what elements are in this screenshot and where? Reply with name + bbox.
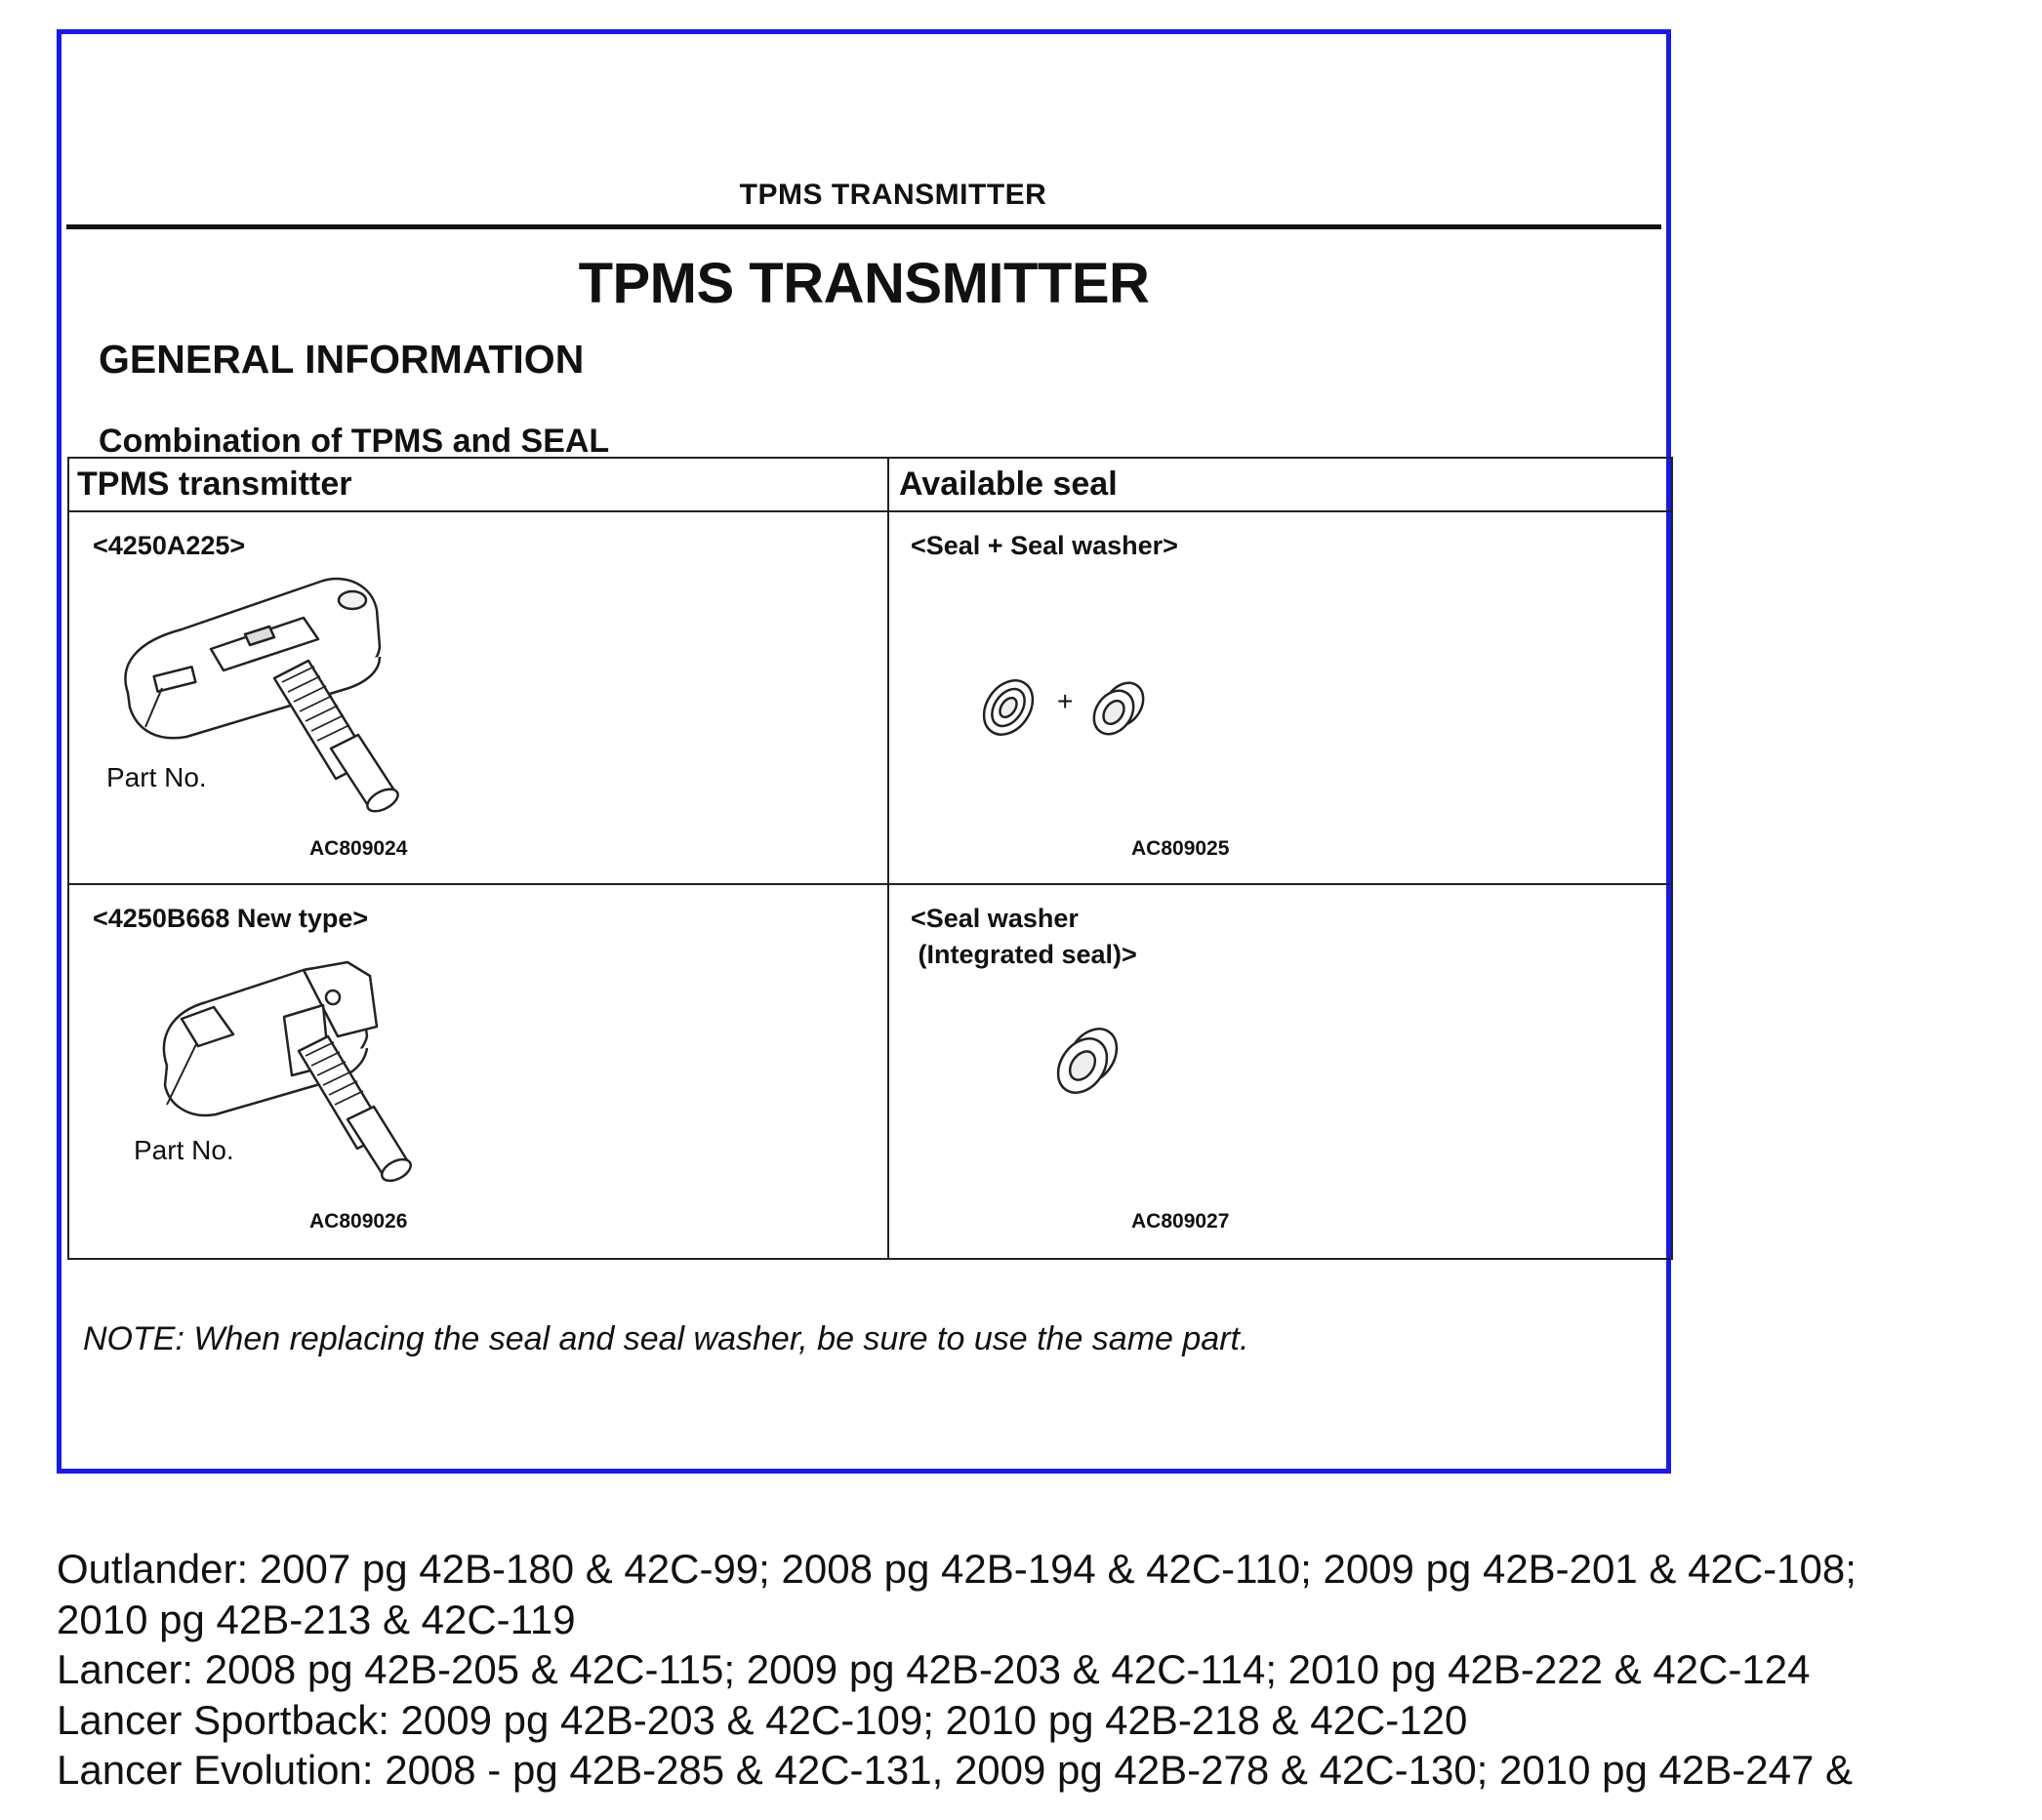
header-available-seal: Available seal: [899, 465, 1118, 503]
transmitter-label: <4250B668 New type>: [93, 904, 369, 933]
figure-code: AC809026: [309, 1210, 408, 1233]
seal-label: <Seal + Seal washer>: [911, 531, 1178, 560]
seal-label: [911, 901, 1137, 973]
figure-code: AC809025: [1131, 837, 1230, 860]
reference-line: 2010 pg 42B-213 & 42C-119: [57, 1596, 576, 1642]
table-row: [69, 512, 1671, 885]
seal-cell: [889, 512, 1671, 883]
note-text: NOTE: When replacing the seal and seal washer, be sure to use the same part.: [83, 1320, 1249, 1357]
part-no-label: Part No.: [106, 762, 207, 792]
transmitter-label: <4250A225>: [93, 531, 246, 560]
seal-washer-figure: [1036, 1017, 1133, 1105]
reference-line: Outlander: 2007 pg 42B-180 & 42C-99; 2008 pg 42B-194 & 42C-110; 2009 pg 42B-201 & 42C-108;: [57, 1546, 1857, 1592]
part-no-label: Part No.: [134, 1135, 234, 1165]
transmitter-cell: [69, 512, 889, 883]
tpms-seal-table: [67, 457, 1673, 1260]
subsection-title: Combination of TPMS and SEAL: [99, 423, 610, 460]
running-head: TPMS TRANSMITTER: [66, 166, 1661, 229]
page-references: [57, 1544, 2042, 1796]
plus-sign: +: [1057, 686, 1074, 716]
reference-line: Lancer Evolution: 2008 - pg 42B-285 & 42C-131, 2009 pg 42B-278 & 42C-130; 2010 pg 42B-247 &: [57, 1747, 1853, 1793]
reference-line: Lancer: 2008 pg 42B-205 & 42C-115; 2009 pg 42B-203 & 42C-114; 2010 pg 42B-222 & 42C-124: [57, 1646, 1811, 1692]
table-row: [69, 885, 1671, 1258]
transmitter-cell: [69, 885, 889, 1258]
figure-code: AC809024: [309, 837, 408, 860]
seal-label-line-2: (Integrated seal)>: [911, 940, 1137, 969]
seal-label-line-1: <Seal washer: [911, 904, 1079, 933]
section-title: GENERAL INFORMATION: [99, 337, 585, 382]
seal-cell: [889, 885, 1671, 1258]
page-title: TPMS TRANSMITTER: [578, 252, 1150, 315]
table-header-row: [69, 459, 1671, 512]
figure-code: AC809027: [1131, 1210, 1230, 1233]
reference-line: Lancer Sportback: 2009 pg 42B-203 & 42C-109; 2010 pg 42B-218 & 42C-120: [57, 1696, 1468, 1743]
document-frame: [57, 29, 1671, 1474]
header-tpms-transmitter: TPMS transmitter: [69, 459, 889, 510]
